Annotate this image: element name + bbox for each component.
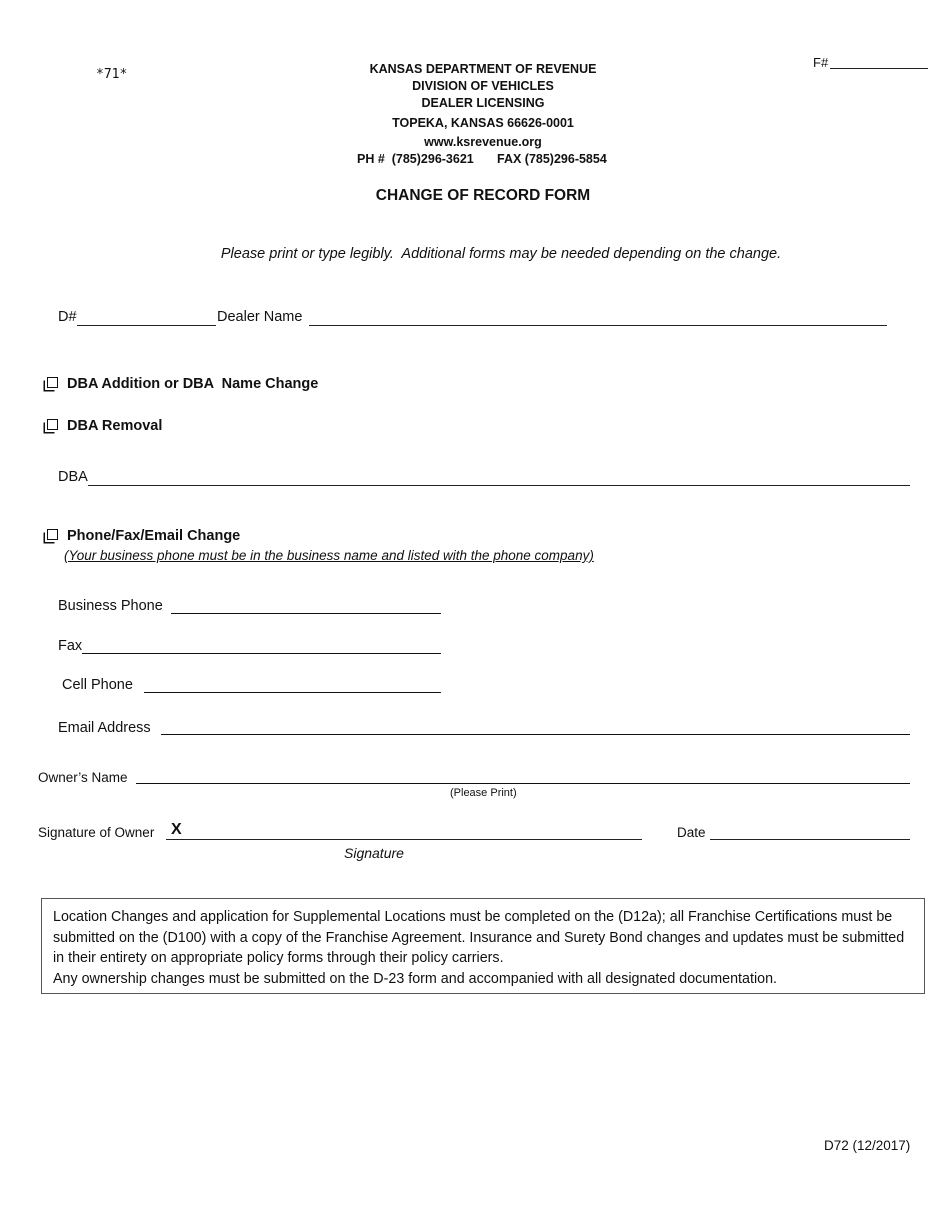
dba-label: DBA bbox=[58, 469, 88, 485]
cell-phone-field[interactable] bbox=[144, 692, 441, 693]
date-field[interactable] bbox=[710, 839, 910, 840]
owner-name-field[interactable] bbox=[136, 783, 910, 784]
notice-ownership-text: Any ownership changes must be submitted on the D-23 form and accompanied with all designated documentation. bbox=[53, 970, 778, 987]
cell-phone-label: Cell Phone bbox=[62, 677, 133, 693]
contact-change-label: Phone/Fax/Email Change bbox=[67, 528, 241, 544]
fax-label: Fax bbox=[58, 638, 83, 654]
signature-label: Signature of Owner bbox=[38, 825, 155, 840]
contact-change-checkbox[interactable] bbox=[47, 529, 58, 540]
header-agency: KANSAS DEPARTMENT OF REVENUE bbox=[369, 62, 597, 76]
dba-removal-label: DBA Removal bbox=[67, 418, 163, 434]
header-unit: DEALER LICENSING bbox=[421, 96, 545, 110]
signature-hint: Signature bbox=[344, 845, 404, 861]
file-number-label: F# bbox=[813, 55, 829, 70]
date-label: Date bbox=[677, 825, 706, 840]
email-field[interactable] bbox=[161, 734, 910, 735]
owner-name-label: Owner’s Name bbox=[38, 770, 128, 785]
dba-addition-label: DBA Addition or DBA Name Change bbox=[67, 376, 319, 392]
dealer-number-field[interactable] bbox=[77, 325, 216, 326]
header-phone: PH # (785)296-3621 bbox=[357, 152, 474, 166]
header-website: www.ksrevenue.org bbox=[424, 135, 542, 149]
file-number-field[interactable] bbox=[830, 68, 928, 69]
dealer-name-field[interactable] bbox=[309, 325, 887, 326]
fax-field[interactable] bbox=[82, 653, 441, 654]
dba-addition-checkbox[interactable] bbox=[47, 377, 58, 388]
business-phone-label: Business Phone bbox=[58, 598, 163, 614]
header-fax: FAX (785)296-5854 bbox=[497, 152, 607, 166]
header-division: DIVISION OF VEHICLES bbox=[412, 79, 554, 93]
signature-mark: X bbox=[171, 821, 182, 838]
form-code: *71* bbox=[96, 67, 128, 82]
contact-change-note: (Your business phone must be in the business name and listed with the phone company) bbox=[64, 548, 594, 563]
form-title: CHANGE OF RECORD FORM bbox=[375, 187, 591, 204]
dba-removal-checkbox[interactable] bbox=[47, 419, 58, 430]
notice-box bbox=[41, 898, 925, 994]
business-phone-field[interactable] bbox=[171, 613, 441, 614]
form-number: D72 (12/2017) bbox=[824, 1138, 911, 1153]
dba-field[interactable] bbox=[88, 485, 910, 486]
dealer-name-label: Dealer Name bbox=[217, 309, 303, 325]
signature-field[interactable] bbox=[166, 839, 642, 840]
header-address: TOPEKA, KANSAS 66626-0001 bbox=[392, 116, 574, 130]
email-label: Email Address bbox=[58, 720, 151, 736]
dealer-number-label: D# bbox=[58, 309, 77, 325]
instructions: Please print or type legibly. Additional forms may be needed depending on the change. bbox=[220, 246, 782, 262]
owner-name-hint: (Please Print) bbox=[450, 787, 517, 799]
notice-location-text: Location Changes and application for Supplemental Locations must be completed on the (D12a); all Franchise Certifications must be submitted on the (D100) with a copy of the Franchise Agreement. Insurance and Surety Bond changes and updates must be submitted in their entirety on appropriate policy forms through their policy carriers. bbox=[53, 909, 905, 966]
